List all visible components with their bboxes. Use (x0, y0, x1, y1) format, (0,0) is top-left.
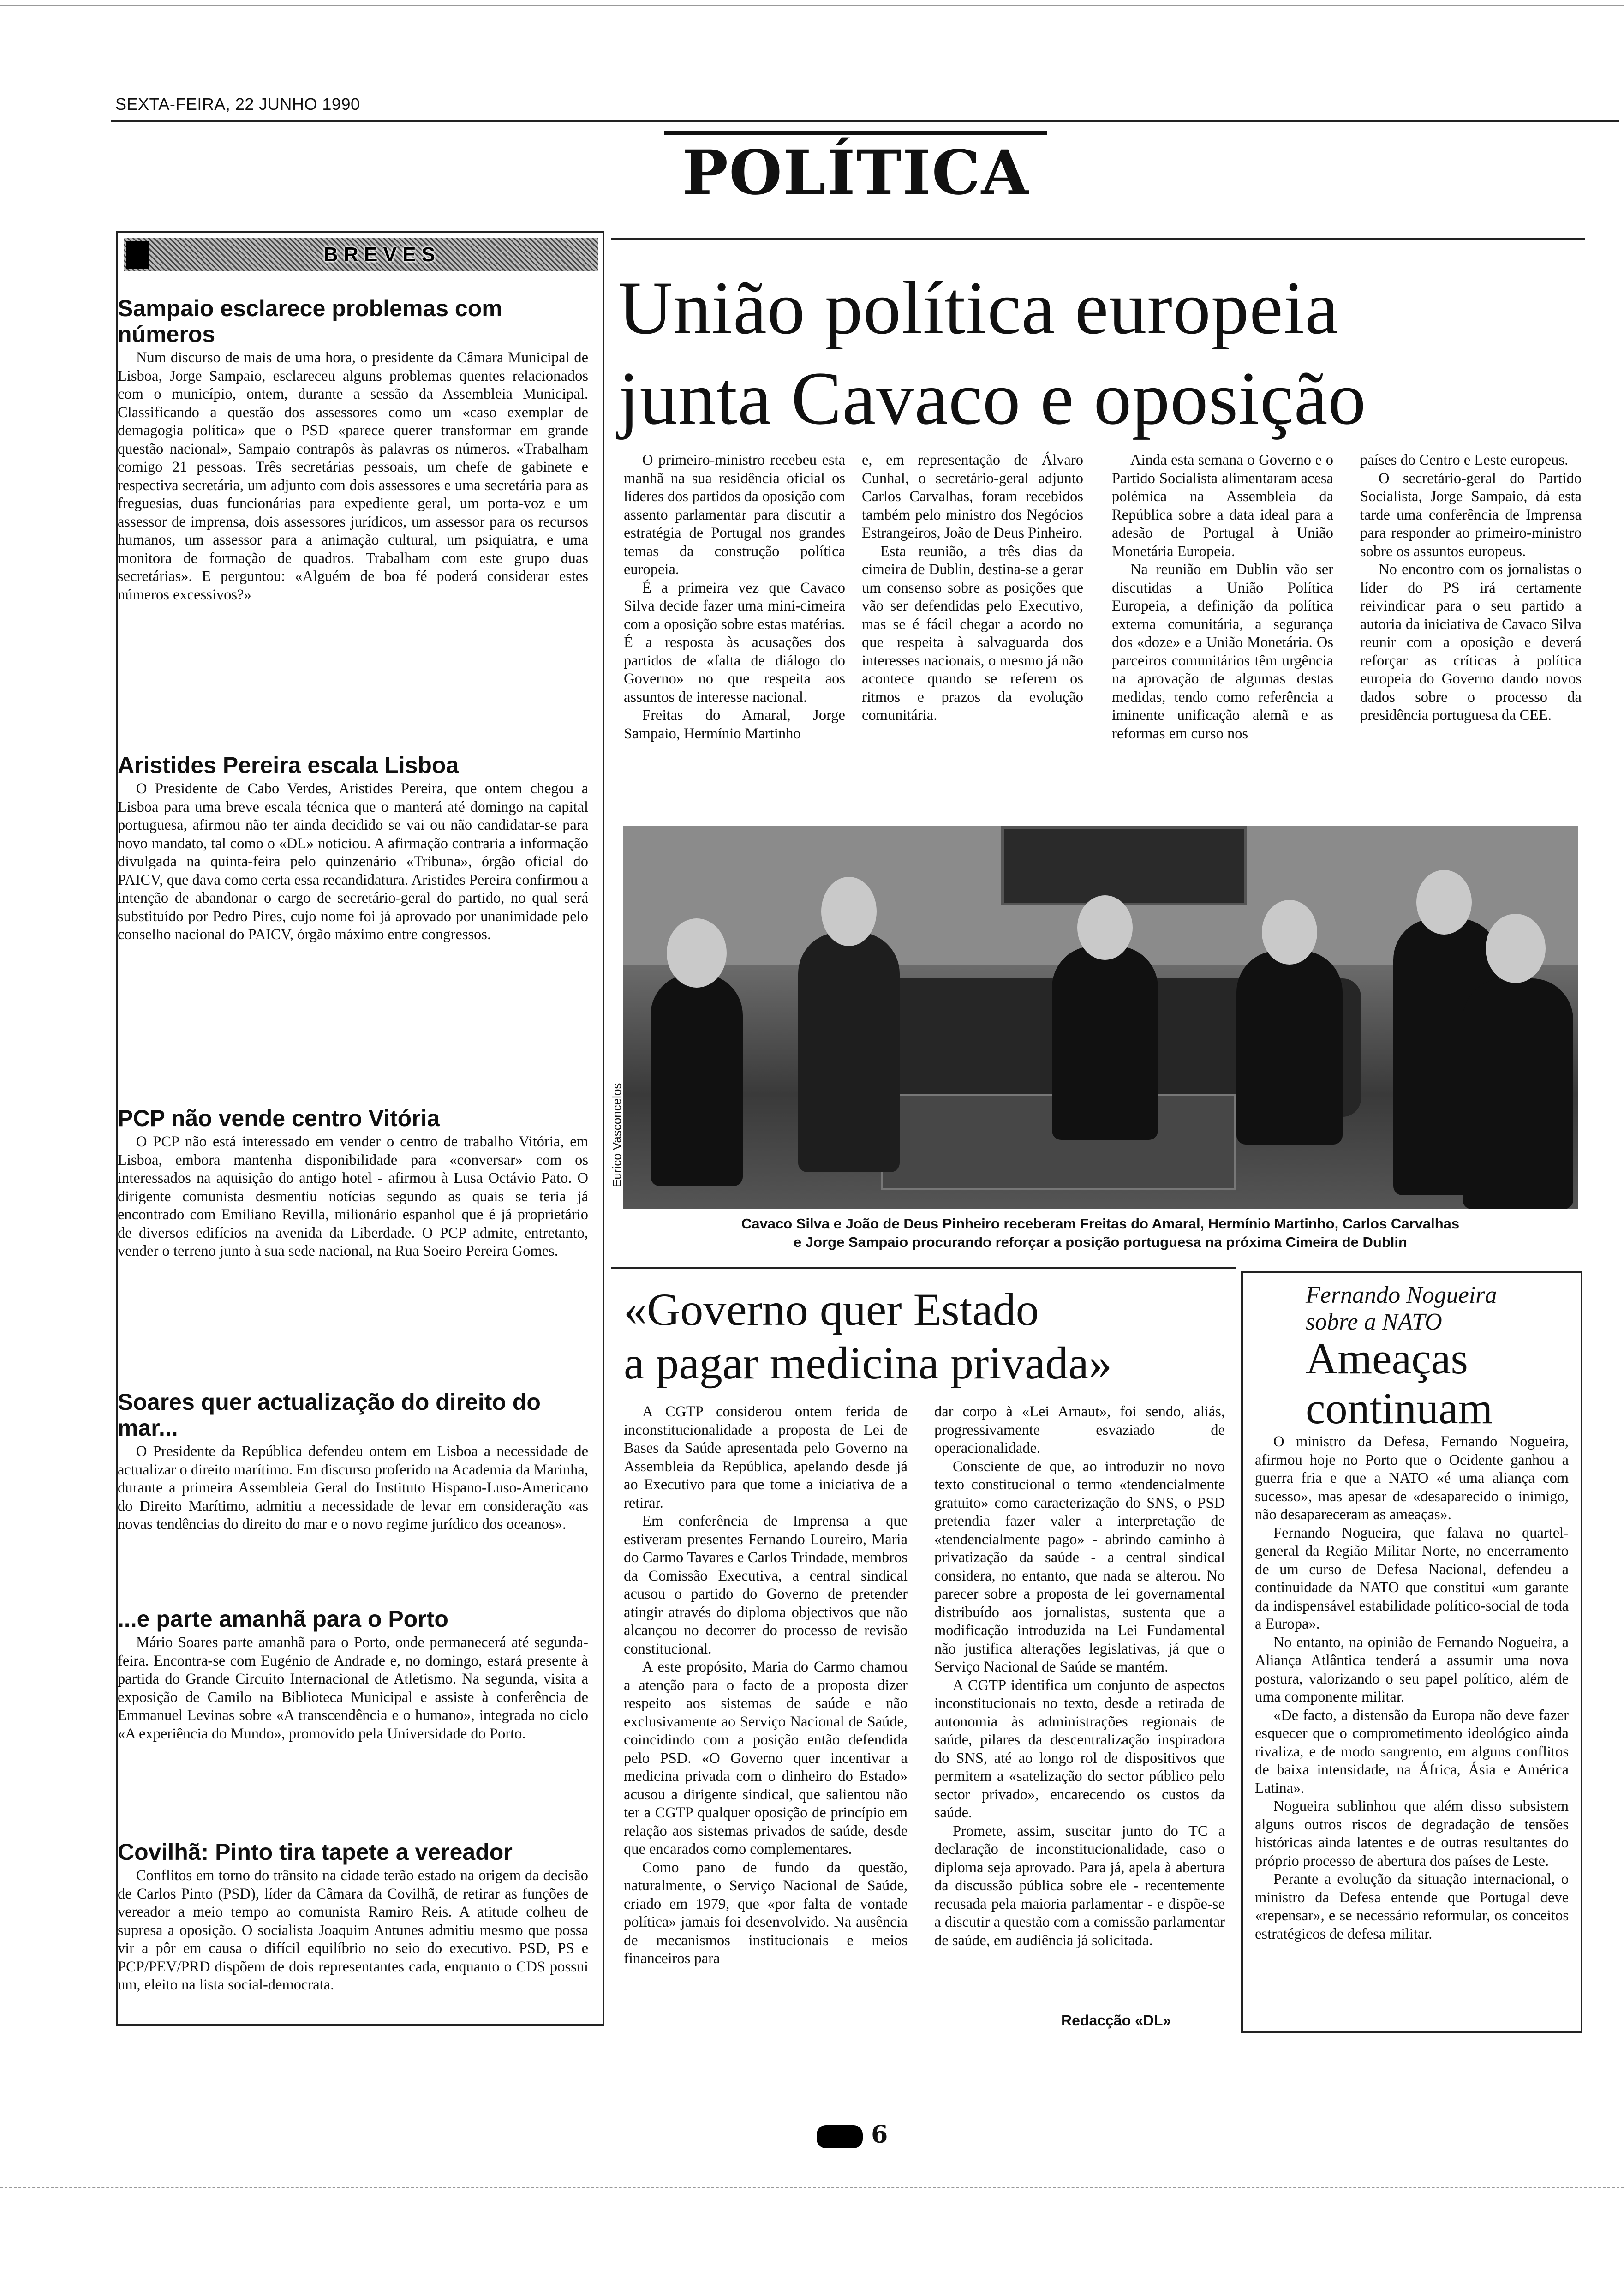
paragraph: Como pano de fundo da questão, naturalmente, o Serviço Nacional de Saúde, criado em 1979, que «por falta de vontade política» jamais foi desenvolvido. Na ausência de mecanismos institucionais e meios financeiros para (624, 1859, 908, 1967)
kicker-line1: Fernando Nogueira (1306, 1282, 1497, 1308)
kicker-line2: sobre a NATO (1306, 1309, 1442, 1335)
paragraph: Esta reunião, a três dias da cimeira de Dublin, destina-se a gerar um consenso sobre as posições que vão ser defendidas pelo Executivo, mas se é fácil chegar a acordo no que respeita à salvaguarda dos interesses nacionais, o mesmo já não acontece quando se referem os ritmos e prazos da evolução comunitária. (862, 543, 1083, 724)
signature: Redacção «DL» (1061, 2012, 1171, 2029)
paragraph: Em conferência de Imprensa a que estiveram presentes Fernando Loureiro, Maria do Carmo Tavares e Carlos Trindade, membros da Comissão Executiva, a central sindical acusou o partido do Governo de pretender atingir através do diploma objectivos que não alcançou no decorrer do processo de revisão constitucional. (624, 1513, 908, 1657)
brief-title: PCP não vende centro Vitória (118, 1105, 440, 1131)
dateline: SEXTA-FEIRA, 22 JUNHO 1990 (115, 95, 360, 114)
page-number: 6 (871, 2121, 888, 2149)
page-folio (817, 2121, 900, 2148)
brief-title: Covilhã: Pinto tira tapete a vereador (118, 1839, 513, 1865)
brief-body: O PCP não está interessado em vender o centro de trabalho Vitória, em Lisboa, embora mantenha disponibilidade para «conversar» com os interessados na aquisição do antigo hotel - afirmou à Lusa Octávio Pato. O dirigente comunista desmentiu notícias segundo as quais se teria já encontrado com Emiliano Revilla, milionário espanhol que é já proprietário de diversos edifícios na avenida da Liberdade. O PCP admite, entretanto, vender o terreno junto à sua sede nacional, na Rua Soeiro Pereira Gomes. (118, 1133, 588, 1259)
paragraph: dar corpo à «Lei Arnaut», foi sendo, aliás, progressivamente esvaziado de operacionalidade. (934, 1403, 1225, 1456)
health-story-rule (611, 1267, 1236, 1269)
photo-caption (623, 1215, 1578, 1252)
main-headline (618, 263, 1587, 444)
paragraph: Nogueira sublinhou que além disso subsistem alguns outros riscos de degradação de tensões históricas ainda latentes e de outras resultantes do próprio processo de abertura dos países de Leste. (1255, 1798, 1569, 1870)
brief-soares-porto (118, 1606, 588, 1743)
page-bottom-edge (0, 2187, 1624, 2189)
main-col-3 (1112, 451, 1333, 743)
paragraph: Promete, assim, suscitar junto do TC a declaração de inconstitucionalidade, caso o diploma seja aprovado. Para já, apela à abertura da discussão pública sobre ele - recentemente recusada pela maioria parlamentar - e dispõe-se a discutir a questão com a comissão parlamentar de saúde, em audiência já solicitada. (934, 1822, 1225, 1949)
paragraph: É a primeira vez que Cavaco Silva decide fazer uma mini-cimeira com a oposição sobre estas matérias. É a resposta às acusações dos partidos de «falta de diálogo do Governo» no que respeita aos assuntos de interesse nacional. (624, 579, 845, 706)
brief-body: O Presidente de Cabo Verdes, Aristides Pereira, que ontem chegou a Lisboa para uma breve escala técnica que o manterá até domingo na capital portuguesa, afirmou não ter ainda decidido se vai ou não candidatar-se para novo mandato, tal como o «DL» noticiou. A afirmação contraria a informação divulgada na quinta-feira pelo quinzenário «Tribuna», órgão oficial do PAICV, que dava como certa essa recandidatura. Aristides Pereira confirmou a intenção de abandonar o cargo de secretário-geral do partido, no qual será substituído por Pedro Pires, cujo nome foi já aprovado por unanimidade pelo conselho nacional do PAICV, órgão máximo entre congressos. (118, 780, 588, 943)
main-headline-line2: junta Cavaco e oposição (618, 357, 1367, 440)
brief-body: O Presidente da República defendeu ontem em Lisboa a necessidade de actualizar o direito marítimo. Em discurso proferido na Academia da Marinha, durante a primeira Assembleia Geral do Instituto Hispano-Luso-Americano do Direito Marítimo, admitiu a necessidade de levar em consideração «as novas tendências do direito do mar e o novo regime jurídico dos oceanos». (118, 1443, 588, 1533)
photo-person-head (1077, 895, 1133, 960)
breves-banner (124, 238, 598, 271)
paragraph: e, em representação de Álvaro Cunhal, o secretário-geral adjunto Carlos Carvalhas, foram recebidos também pelo ministro dos Negócios Estrangeiros, João de Deus Pinheiro. (862, 452, 1083, 541)
paragraph: Ainda esta semana o Governo e o Partido Socialista alimentaram acesa polémica na Assembleia da República sobre a data ideal para a adesão de Portugal à União Monetária Europeia. (1112, 452, 1333, 560)
section-title: POLÍTICA (682, 137, 1030, 209)
header-rule (111, 120, 1619, 122)
brief-body: Conflitos em torno do trânsito na cidade terão estado na origem da decisão de Carlos Pinto (PSD), líder da Câmara da Covilhã, de retirar as funções de vereador a meio tempo ao comunista Ramiro Reis. A atitude colheu de supresa a oposição. O socialista Joaquim Antunes admitiu mesmo que possa vir a pôr em causa o difícil equilíbrio no seio do executivo. PSD, PS e PCP/PEV/PRD dispõem de dois representantes cada, enquanto o CDS possui um, eleito na lista social-democrata. (118, 1867, 588, 1993)
brief-title: Sampaio esclarece problemas com números (118, 295, 502, 347)
paragraph: No entanto, na opinião de Fernando Nogueira, a Aliança Atlântica tenderá a assumir uma nova postura, valorizando o seu papel político, além de uma componente militar. (1255, 1634, 1569, 1705)
caption-line1: Cavaco Silva e João de Deus Pinheiro receberam Freitas do Amaral, Hermínio Martinho, Carlos Carvalhas (741, 1216, 1460, 1232)
paragraph: A CGTP identifica um conjunto de aspectos inconstitucionais no texto, desde a retirada de autonomia às administrações regionais de saúde, pilares da descentralização inspiradora do SNS, até ao longo rol de dispositivos que permitem a «satelização do sector público pelo sector privado», encarecendo os custos da saúde. (934, 1677, 1225, 1821)
brief-title: Aristides Pereira escala Lisboa (118, 752, 459, 778)
dl-logo-icon (817, 2125, 863, 2148)
breves-square-icon (126, 241, 149, 269)
paragraph: Perante a evolução da situação internacional, o ministro da Defesa entende que Portugal deve «repensar», e se necessário reformular, os conceitos estratégicos de defesa militar. (1255, 1871, 1569, 1942)
nato-title (1306, 1334, 1582, 1433)
brief-title: ...e parte amanhã para o Porto (118, 1606, 448, 1632)
paragraph: Freitas do Amaral, Jorge Sampaio, Hermínio Martinho (624, 707, 845, 742)
health-col-1 (624, 1403, 908, 1968)
paragraph: A CGTP considerou ontem ferida de inconstitucionalidade a proposta de Lei de Bases da Saúde apresentada pelo Governo na Assembleia da República, apelando desde já ao Executivo para que tome a iniciativa de a retirar. (624, 1403, 908, 1511)
brief-soares-mar (118, 1389, 588, 1534)
title-line2: continuam (1306, 1384, 1493, 1433)
health-headline-line2: a pagar medicina privada» (624, 1337, 1112, 1389)
brief-title: Soares quer actualização do direito do mar... (118, 1389, 541, 1441)
paragraph: O ministro da Defesa, Fernando Nogueira, afirmou hoje no Porto que o Ocidente ganhou a guerra fria e que a NATO «é uma aliança com sucesso», mas apesar de «desaparecido o inimigo, não desapareceram as ameaças». (1255, 1433, 1569, 1523)
brief-body: Num discurso de mais de uma hora, o presidente da Câmara Municipal de Lisboa, Jorge Sampaio, esclareceu alguns problemas quentes relacionados com o município, ontem, durante a sessão da Assembleia Municipal. Classificando a questão dos assessores como um «caso exemplar de demagogia política» que o PSD «parece querer transformar em grande questão nacional», Sampaio contrapôs às palavras os números. «Trabalham comigo 21 pessoas. Três secretárias pessoais, um chefe de gabinete e respectiva secretária, um adjunto com dois assessores e uma secretária para as freguesias, duas funcionárias para expediente geral, um porta-voz e um assessor de imprensa, dois assessores jurídicos, um assessor para os recursos humanos, um assessor para a animação cultural, um psiquiatra, e uma monitora de formação de quadros. Trabalham com este grupo duas secretárias». E perguntou: «Alguém de boa fé poderá considerar estes números excessivos?» (118, 349, 588, 603)
photo-person-head (667, 918, 727, 988)
main-col-2 (862, 451, 1083, 725)
nato-body (1255, 1433, 1569, 1943)
main-col-1 (624, 451, 845, 743)
paragraph: O secretário-geral do Partido Socialista, Jorge Sampaio, dá esta tarde uma conferência de Imprensa para responder ao primeiro-ministro sobre os assuntos europeus. (1360, 470, 1582, 560)
paragraph: Fernando Nogueira, que falava no quartel-general da Região Militar Norte, no encerramento de um curso de Defesa Nacional, defendeu a continuidade da NATO que constitui «um garante da indispensável estabilidade político-social de toda a Europa». (1255, 1524, 1569, 1632)
title-line1: Ameaças (1306, 1334, 1468, 1383)
paragraph: Consciente de que, ao introduzir no novo texto constitucional o termo «tendencialmente gratuito» como caracterização do SNS, o PSD pretendia fazer valer a interpretação de «tendencialmente pago» - abrindo caminho à privatização da saúde - a central sindical considera, no entanto, que nada se alterou. No parecer sobre a proposta de lei governamental distribuído aos jornalistas, sustenta que a modificação introduzida na Lei Fundamental não justifica alterações legislativas, já que o Serviço Nacional de Saúde se mantém. (934, 1458, 1225, 1675)
nato-kicker (1306, 1282, 1573, 1336)
brief-aristides (118, 752, 588, 944)
health-headline (624, 1283, 1224, 1390)
breves-label: B R E V E S (323, 243, 436, 266)
photo-person (1052, 946, 1158, 1140)
photo-person-head (821, 877, 877, 946)
page-top-edge (0, 0, 1624, 6)
brief-pcp (118, 1105, 588, 1261)
paragraph: Na reunião em Dublin vão ser discutidas a União Política Europeia, a definição da política externa comunitária, a segurança dos «doze» e a União Monetária. Os parceiros comunitários têm urgência na aprovação de algumas destas medidas, tendo como referência a iminente unificação alemã e as reformas em curso nos (1112, 561, 1333, 742)
paragraph: países do Centro e Leste europeus. (1360, 452, 1569, 468)
meeting-photo (623, 826, 1578, 1209)
photo-credit: Eurico Vasconcelos (610, 1083, 624, 1188)
paragraph: «De facto, a distensão da Europa não deve fazer esquecer que o comprometimento ideológico ainda rivaliza, e de modo sangrento, em alguns conflitos de baixa intensidade, na África, Ásia e América Latina». (1255, 1707, 1569, 1797)
section-bar (664, 131, 1047, 135)
photo-person (1236, 951, 1343, 1144)
brief-covilha (118, 1839, 588, 1995)
brief-sampaio (118, 295, 588, 604)
main-col-4 (1360, 451, 1582, 725)
photo-person-head (1262, 900, 1317, 965)
health-col-2 (934, 1403, 1225, 1950)
photo-person (651, 974, 743, 1186)
photo-person (1463, 978, 1573, 1209)
photo-person-head (1486, 914, 1546, 983)
main-story-rule (611, 238, 1585, 240)
paragraph: A este propósito, Maria do Carmo chamou a atenção para o facto de a proposta dizer respeito aos sistemas de saúde e não exclusivamente ao Serviço Nacional de Saúde, coincidindo com a posição então defendida pelo PSD. «O Governo quer incentivar a medicina privada com o dinheiro do Estado» acusou a dirigente sindical, que salientou não ter a CGTP qualquer oposição de princípio em relação aos sistemas privados de saúde, desde que encarados como complementares. (624, 1659, 908, 1858)
photo-person (798, 932, 900, 1172)
photo-painting (1001, 826, 1247, 905)
caption-line2: e Jorge Sampaio procurando reforçar a posição portuguesa na próxima Cimeira de Dublin (794, 1234, 1407, 1250)
paragraph: No encontro com os jornalistas o líder do PS irá certamente reivindicar para o seu partido a autoria da iniciativa de Cavaco Silva reunir com a oposição e deverá reforçar as críticas à política europeia do Governo dando novos dados sobre o processo da presidência portuguesa da CEE. (1360, 561, 1582, 724)
photo-person-head (1416, 870, 1472, 935)
main-headline-line1: União política europeia (618, 266, 1339, 350)
health-headline-line1: «Governo quer Estado (624, 1284, 1039, 1335)
brief-body: Mário Soares parte amanhã para o Porto, onde permanecerá até segunda-feira. Encontra-se com Eugénio de Andrade e, no domingo, estará presente à partida do Grande Circuito Internacional de Atletismo. Na segunda, visita a exposição de Camilo na Biblioteca Municipal e assiste à conferência de Emmanuel Levinas sobre «A transcendência e o humano», integrada no ciclo «A experiência do Mundo», promovido pela Universidade do Porto. (118, 1634, 588, 1742)
paragraph: O primeiro-ministro recebeu esta manhã na sua residência oficial os líderes dos partidos da oposição com assento parlamentar para discutir a estratégia de Portugal nos grandes temas da construção política europeia. (624, 452, 845, 578)
